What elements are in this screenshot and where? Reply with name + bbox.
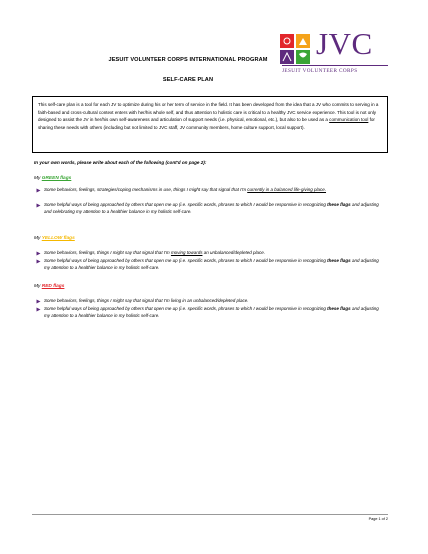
bullet-bold: these flags bbox=[327, 306, 351, 311]
instructions-prompt: In your own words, please write about each of the following (cont'd on page 2): bbox=[34, 160, 207, 165]
bullet-text: Some helpful ways of being approached by others that open me up (i.e. specific words, phrases to which I would be responsive in recognizing bbox=[44, 258, 328, 263]
logo-wordmark: JVC bbox=[316, 26, 373, 61]
red-bullet-2 bbox=[44, 306, 380, 319]
yellow-flags-heading bbox=[34, 236, 75, 241]
section-prefix: My bbox=[34, 236, 42, 241]
red-flags-heading bbox=[34, 284, 64, 289]
intro-text-2: for sharing these needs with others (including but not limited to JVC staff, JV community members, home culture support, local support). bbox=[38, 117, 375, 130]
green-flags-label: GREEN flags bbox=[41, 176, 72, 181]
bullet-arrow-icon bbox=[36, 307, 41, 312]
section-prefix: My bbox=[34, 176, 42, 181]
document-subtitle: SELF-CARE PLAN bbox=[162, 77, 214, 83]
green-bullet-2 bbox=[44, 202, 380, 215]
title-block bbox=[88, 56, 288, 96]
bullet-text: Some helpful ways of being approached by others that open me up (i.e. specific words, phrases to which I would be responsive in recognizing bbox=[44, 202, 328, 207]
intro-text-1: This self-care plan is a tool for each JV to optimize during his or her term of service in the field. It has been developed from the idea that a JV who commits to serving in a faith-based and cross-cultural context enters with her/his whole self, and thus attention to holistic care is critical to a healthy JVC service experience. This tool is not only designed to assist the JV in her/his own self-awareness and articulation of support needs (i.e. physical, emotional, etc.), but also to be used as a bbox=[38, 102, 379, 122]
logo-tiles bbox=[280, 34, 310, 64]
bullet-emphasis: currently in a balanced life-giving place. bbox=[247, 187, 327, 192]
bullet-arrow-icon bbox=[36, 188, 41, 193]
bullet-text: Some behaviors, feelings, things I might say that signal that I'm bbox=[44, 250, 171, 255]
bullet-text: Some helpful ways of being approached by others that open me up (i.e. specific words, phrases to which I would be responsive in recognizing bbox=[44, 306, 328, 311]
logo-caption: JESUIT VOLUNTEER CORPS bbox=[282, 68, 358, 74]
bullet-text: Some behaviors, feelings, things I might say that signal that I'm living in an unbalanced/depleted place. bbox=[44, 298, 249, 303]
red-bullet-1 bbox=[44, 298, 380, 305]
red-flags-label: RED flags bbox=[41, 284, 65, 289]
logo-glyphs-icon bbox=[280, 34, 310, 64]
yellow-bullet-1 bbox=[44, 250, 380, 257]
section-prefix: My bbox=[34, 284, 42, 289]
bullet-text-end: and adjusting and celebrating my attention to a healthier balance in my holistic self-care. bbox=[44, 202, 379, 214]
bullet-arrow-icon bbox=[36, 251, 41, 256]
bullet-arrow-icon bbox=[36, 203, 41, 208]
bullet-text-end: and adjusting my attention to a healthier balance in my holistic self-care. bbox=[44, 258, 379, 270]
jvc-logo bbox=[280, 26, 392, 76]
bullet-arrow-icon bbox=[36, 299, 41, 304]
intro-box bbox=[32, 96, 388, 153]
green-bullet-1 bbox=[44, 187, 380, 194]
yellow-bullet-2 bbox=[44, 258, 380, 271]
bullet-arrow-icon bbox=[36, 259, 41, 264]
bullet-bold: these flags bbox=[327, 202, 351, 207]
document-title: JESUIT VOLUNTEER CORPS INTERNATIONAL PROGRAM bbox=[108, 57, 268, 63]
page-number: Page 1 of 2 bbox=[368, 517, 388, 521]
bullet-text-end: an unbalanced/depleted place. bbox=[202, 250, 266, 255]
bullet-text-end: and adjusting my attention to a healthier balance in my holistic self-care. bbox=[44, 306, 379, 318]
yellow-flags-label: YELLOW flags bbox=[41, 236, 75, 241]
intro-communication-tool: communication tool bbox=[329, 117, 369, 122]
green-flags-heading bbox=[34, 176, 71, 181]
footer-rule bbox=[32, 514, 388, 515]
bullet-bold: these flags bbox=[327, 258, 351, 263]
logo-divider bbox=[282, 65, 388, 66]
bullet-text: Some behaviors, feelings, strategies/coping mechanisms in use, things I might say that signal that I'm bbox=[44, 187, 248, 192]
bullet-emphasis: moving towards bbox=[170, 250, 203, 255]
